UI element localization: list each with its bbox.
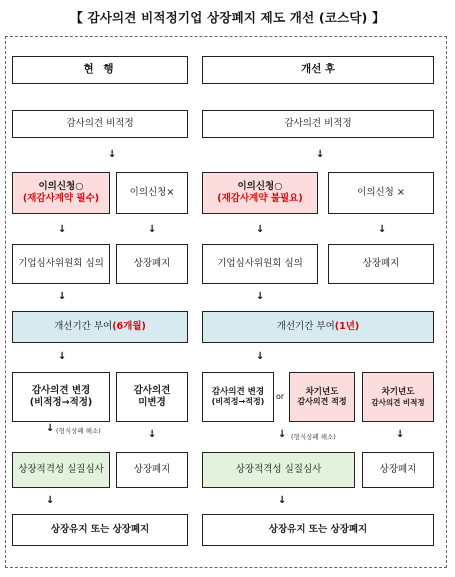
current-change-line1: 감사의견 변경	[31, 385, 91, 397]
current-review-label: 기업심사위원회 심의	[18, 258, 104, 270]
improved-audit-box	[202, 110, 434, 138]
arrow-down-icon: ↓	[148, 429, 157, 440]
improved-period-label: 개선기간 부여	[276, 321, 335, 333]
header-current	[12, 56, 188, 84]
arrow-down-icon: ↓	[396, 429, 405, 440]
improved-formal-release-note: (형식상폐 해소)	[291, 433, 336, 441]
current-delist-box	[116, 244, 188, 284]
current-delist2-label: 상장폐지	[133, 464, 171, 476]
improved-objection-yes-label: 이의신청○	[237, 181, 283, 193]
current-objection-yes-box	[12, 172, 110, 214]
improved-delist-box	[328, 244, 434, 284]
current-nochange-line1: 감사의견	[133, 385, 171, 397]
improved-period-value: (1년)	[334, 321, 360, 333]
improved-review-label: 기업심사위원회 심의	[217, 258, 303, 270]
arrow-down-icon: ↓	[278, 429, 287, 440]
page-title: 【 감사의견 비적정기업 상장폐지 제도 개선 (코스닥) 】	[70, 10, 385, 25]
current-objection-yes-label: 이의신청○	[38, 181, 84, 193]
current-change-box	[12, 372, 110, 422]
current-delist2-box	[116, 452, 188, 488]
improved-next-bad-line1: 차기년도	[381, 387, 415, 397]
current-review-box	[12, 244, 110, 284]
improved-objection-no-label: 이의신청 ×	[357, 187, 405, 199]
improved-period-box	[202, 311, 434, 343]
improved-change-line2: (비적정→적정)	[211, 397, 265, 407]
improved-substantive-label: 상장적격성 실질심사	[235, 464, 322, 476]
current-delist-label: 상장폐지	[133, 258, 171, 270]
current-audit-label: 감사의견 비적정	[66, 118, 134, 130]
improved-next-ok-line1: 차기년도	[305, 386, 339, 397]
current-objection-no-box	[116, 172, 188, 214]
improved-objection-yes-note: (재감사계약 불필요)	[217, 193, 303, 204]
current-formal-release-note: (형식상폐 해소)	[56, 427, 101, 435]
arrow-down-icon: ↓	[316, 149, 325, 160]
improved-next-bad-box	[362, 372, 434, 422]
improved-next-ok-line2: 감사의견 적정	[297, 397, 347, 407]
header-current-label: 현 행	[83, 63, 117, 76]
current-period-value: (6개월)	[112, 321, 146, 333]
arrow-down-icon: ↓	[58, 291, 67, 302]
current-nochange-box	[116, 372, 188, 422]
improved-objection-yes-box	[202, 172, 318, 214]
arrow-down-icon: ↓	[108, 149, 117, 160]
current-period-label: 개선기간 부여	[54, 321, 113, 333]
current-audit-box	[12, 110, 188, 138]
current-outcome-box	[12, 514, 188, 546]
improved-outcome-box	[202, 514, 434, 546]
or-connector: or	[276, 392, 285, 401]
current-objection-yes-note: (재감사계약 필수)	[22, 193, 100, 204]
arrow-down-icon: ↓	[58, 351, 67, 362]
improved-objection-no-box	[328, 172, 434, 214]
arrow-down-icon: ↓	[256, 291, 265, 302]
improved-change-line1: 감사의견 변경	[211, 386, 265, 397]
arrow-down-icon: ↓	[278, 495, 287, 506]
arrow-down-icon: ↓	[256, 351, 265, 362]
improved-change-box	[202, 372, 274, 422]
arrow-down-icon: ↓	[256, 224, 265, 235]
current-period-box	[12, 311, 188, 343]
header-improved	[202, 56, 434, 84]
improved-substantive-box	[202, 452, 355, 488]
improved-delist2-box	[362, 452, 434, 488]
current-substantive-label: 상장적격성 실질심사	[18, 464, 104, 476]
improved-audit-label: 감사의견 비적정	[284, 118, 352, 130]
arrow-down-icon: ↓	[46, 495, 55, 506]
current-objection-no-label: 이의신청×	[129, 187, 175, 199]
arrow-down-icon: ↓	[148, 224, 157, 235]
improved-outcome-label: 상장유지 또는 상장폐지	[268, 524, 368, 536]
improved-next-ok-box	[289, 372, 355, 422]
header-improved-label: 개선 후	[300, 63, 336, 76]
current-outcome-label: 상장유지 또는 상장폐지	[50, 524, 150, 536]
improved-next-bad-line2: 감사의견 비적정	[371, 397, 425, 407]
arrow-down-icon: ↓	[58, 224, 67, 235]
current-substantive-box	[12, 452, 110, 488]
improved-review-box	[202, 244, 318, 284]
current-change-line2: (비적정→적정)	[29, 397, 93, 408]
arrow-down-icon: ↓	[46, 423, 55, 434]
improved-delist2-label: 상장폐지	[379, 464, 417, 476]
arrow-down-icon: ↓	[378, 224, 387, 235]
current-nochange-line2: 미변경	[138, 397, 166, 408]
improved-delist-label: 상장폐지	[362, 258, 400, 270]
